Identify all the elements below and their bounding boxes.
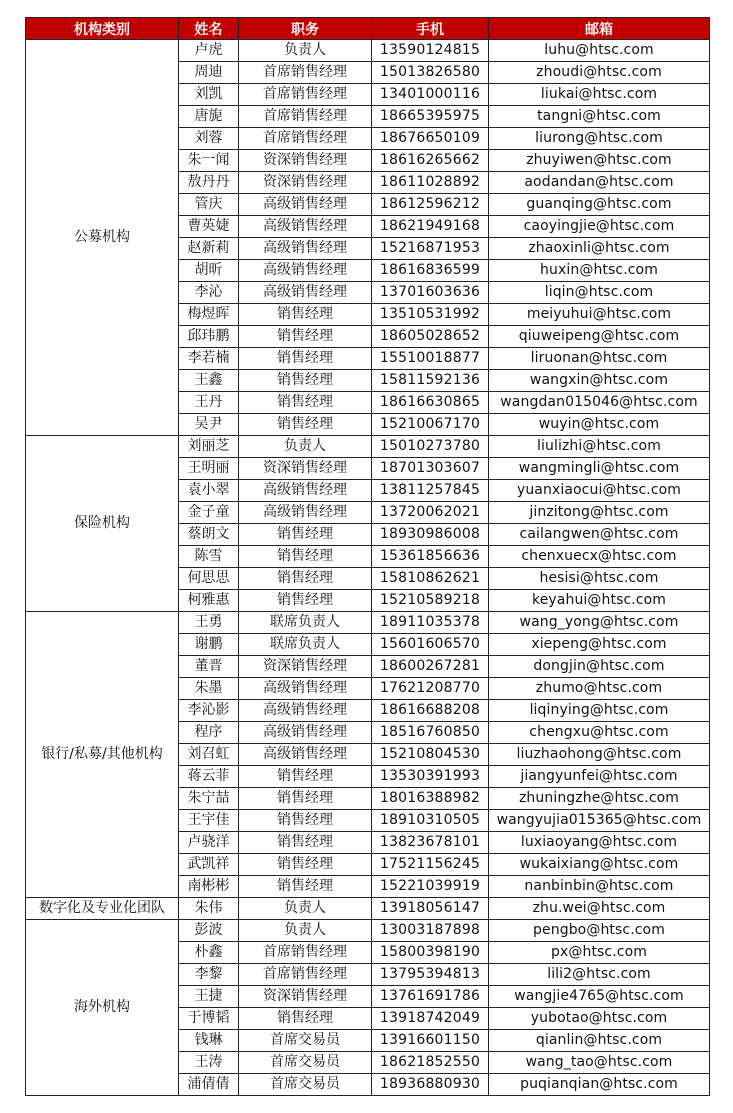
phone-cell: 18616265662 [372, 150, 489, 172]
title-cell: 负责人 [239, 898, 372, 920]
email-cell: pengbo@htsc.com [489, 920, 710, 942]
title-cell: 销售经理 [239, 546, 372, 568]
title-cell: 销售经理 [239, 766, 372, 788]
title-cell: 高级销售经理 [239, 678, 372, 700]
email-cell: zhuyiwen@htsc.com [489, 150, 710, 172]
phone-cell: 18016388982 [372, 788, 489, 810]
name-cell: 胡昕 [179, 260, 239, 282]
phone-cell: 13795394813 [372, 964, 489, 986]
table-row [26, 612, 710, 634]
title-cell: 高级销售经理 [239, 216, 372, 238]
table-row [26, 40, 710, 62]
phone-cell: 13720062021 [372, 502, 489, 524]
name-cell: 吴尹 [179, 414, 239, 436]
header-name: 姓名 [179, 18, 239, 40]
category-cell: 数字化及专业化团队 [26, 898, 179, 920]
name-cell: 朱伟 [179, 898, 239, 920]
email-cell: puqianqian@htsc.com [489, 1074, 710, 1096]
name-cell: 卢虎 [179, 40, 239, 62]
phone-cell: 15210804530 [372, 744, 489, 766]
name-cell: 刘凯 [179, 84, 239, 106]
email-cell: jinzitong@htsc.com [489, 502, 710, 524]
phone-cell: 15361856636 [372, 546, 489, 568]
name-cell: 王勇 [179, 612, 239, 634]
name-cell: 卢骁洋 [179, 832, 239, 854]
email-cell: dongjin@htsc.com [489, 656, 710, 678]
title-cell: 联席负责人 [239, 634, 372, 656]
name-cell: 刘召虹 [179, 744, 239, 766]
title-cell: 销售经理 [239, 568, 372, 590]
email-cell: wangjie4765@htsc.com [489, 986, 710, 1008]
email-cell: huxin@htsc.com [489, 260, 710, 282]
name-cell: 陈雪 [179, 546, 239, 568]
title-cell: 首席交易员 [239, 1074, 372, 1096]
title-cell: 负责人 [239, 436, 372, 458]
header-phone: 手机 [372, 18, 489, 40]
title-cell: 首席销售经理 [239, 942, 372, 964]
email-cell: qiuweipeng@htsc.com [489, 326, 710, 348]
phone-cell: 13590124815 [372, 40, 489, 62]
name-cell: 王宇佳 [179, 810, 239, 832]
phone-cell: 18910310505 [372, 810, 489, 832]
phone-cell: 13916601150 [372, 1030, 489, 1052]
email-cell: yuanxiaocui@htsc.com [489, 480, 710, 502]
category-cell: 保险机构 [26, 436, 179, 612]
email-cell: xiepeng@htsc.com [489, 634, 710, 656]
table-row [26, 898, 710, 920]
name-cell: 蔡朗文 [179, 524, 239, 546]
name-cell: 赵新莉 [179, 238, 239, 260]
name-cell: 钱琳 [179, 1030, 239, 1052]
email-cell: wangmingli@htsc.com [489, 458, 710, 480]
name-cell: 董晋 [179, 656, 239, 678]
table-header-row [26, 18, 710, 40]
name-cell: 周迪 [179, 62, 239, 84]
header-category: 机构类别 [26, 18, 179, 40]
table-row [26, 436, 710, 458]
phone-cell: 13510531992 [372, 304, 489, 326]
email-cell: zhu.wei@htsc.com [489, 898, 710, 920]
name-cell: 朱墨 [179, 678, 239, 700]
title-cell: 销售经理 [239, 832, 372, 854]
title-cell: 负责人 [239, 920, 372, 942]
name-cell: 李沁 [179, 282, 239, 304]
title-cell: 销售经理 [239, 590, 372, 612]
phone-cell: 17521156245 [372, 854, 489, 876]
name-cell: 谢鹏 [179, 634, 239, 656]
title-cell: 资深销售经理 [239, 986, 372, 1008]
phone-cell: 13918056147 [372, 898, 489, 920]
email-cell: tangni@htsc.com [489, 106, 710, 128]
phone-cell: 18621852550 [372, 1052, 489, 1074]
email-cell: yubotao@htsc.com [489, 1008, 710, 1030]
phone-cell: 18930986008 [372, 524, 489, 546]
name-cell: 浦倩倩 [179, 1074, 239, 1096]
name-cell: 刘蓉 [179, 128, 239, 150]
phone-cell: 13003187898 [372, 920, 489, 942]
title-cell: 高级销售经理 [239, 260, 372, 282]
email-cell: caoyingjie@htsc.com [489, 216, 710, 238]
title-cell: 销售经理 [239, 392, 372, 414]
name-cell: 唐旎 [179, 106, 239, 128]
title-cell: 销售经理 [239, 348, 372, 370]
phone-cell: 13761691786 [372, 986, 489, 1008]
email-cell: liqin@htsc.com [489, 282, 710, 304]
title-cell: 销售经理 [239, 854, 372, 876]
phone-cell: 15800398190 [372, 942, 489, 964]
title-cell: 首席交易员 [239, 1052, 372, 1074]
name-cell: 袁小翠 [179, 480, 239, 502]
email-cell: aodandan@htsc.com [489, 172, 710, 194]
title-cell: 高级销售经理 [239, 194, 372, 216]
phone-cell: 18701303607 [372, 458, 489, 480]
email-cell: guanqing@htsc.com [489, 194, 710, 216]
title-cell: 首席交易员 [239, 1030, 372, 1052]
email-cell: chenxuecx@htsc.com [489, 546, 710, 568]
name-cell: 王明丽 [179, 458, 239, 480]
name-cell: 朱宁喆 [179, 788, 239, 810]
title-cell: 销售经理 [239, 810, 372, 832]
contact-table-container [25, 17, 710, 1096]
name-cell: 南彬彬 [179, 876, 239, 898]
email-cell: zhoudi@htsc.com [489, 62, 710, 84]
email-cell: keyahui@htsc.com [489, 590, 710, 612]
category-cell: 海外机构 [26, 920, 179, 1096]
name-cell: 王涛 [179, 1052, 239, 1074]
name-cell: 朴鑫 [179, 942, 239, 964]
phone-cell: 18611028892 [372, 172, 489, 194]
email-cell: wang_tao@htsc.com [489, 1052, 710, 1074]
phone-cell: 18911035378 [372, 612, 489, 634]
title-cell: 高级销售经理 [239, 480, 372, 502]
title-cell: 高级销售经理 [239, 282, 372, 304]
title-cell: 高级销售经理 [239, 722, 372, 744]
phone-cell: 18621949168 [372, 216, 489, 238]
name-cell: 何思思 [179, 568, 239, 590]
title-cell: 销售经理 [239, 414, 372, 436]
title-cell: 首席销售经理 [239, 128, 372, 150]
name-cell: 敖丹丹 [179, 172, 239, 194]
phone-cell: 18605028652 [372, 326, 489, 348]
email-cell: wangyujia015365@htsc.com [489, 810, 710, 832]
name-cell: 李若楠 [179, 348, 239, 370]
phone-cell: 13530391993 [372, 766, 489, 788]
email-cell: liruonan@htsc.com [489, 348, 710, 370]
name-cell: 金子童 [179, 502, 239, 524]
title-cell: 资深销售经理 [239, 458, 372, 480]
email-cell: lili2@htsc.com [489, 964, 710, 986]
header-title: 职务 [239, 18, 372, 40]
name-cell: 蒋云菲 [179, 766, 239, 788]
title-cell: 资深销售经理 [239, 150, 372, 172]
category-cell: 公募机构 [26, 40, 179, 436]
name-cell: 李沁影 [179, 700, 239, 722]
phone-cell: 18665395975 [372, 106, 489, 128]
email-cell: wuyin@htsc.com [489, 414, 710, 436]
email-cell: hesisi@htsc.com [489, 568, 710, 590]
name-cell: 王捷 [179, 986, 239, 1008]
title-cell: 销售经理 [239, 326, 372, 348]
phone-cell: 13811257845 [372, 480, 489, 502]
email-cell: zhumo@htsc.com [489, 678, 710, 700]
email-cell: liuzhaohong@htsc.com [489, 744, 710, 766]
name-cell: 梅煜晖 [179, 304, 239, 326]
phone-cell: 18616688208 [372, 700, 489, 722]
header-email: 邮箱 [489, 18, 710, 40]
email-cell: nanbinbin@htsc.com [489, 876, 710, 898]
email-cell: meiyuhui@htsc.com [489, 304, 710, 326]
phone-cell: 15210067170 [372, 414, 489, 436]
title-cell: 首席销售经理 [239, 62, 372, 84]
email-cell: liukai@htsc.com [489, 84, 710, 106]
title-cell: 资深销售经理 [239, 172, 372, 194]
email-cell: jiangyunfei@htsc.com [489, 766, 710, 788]
name-cell: 王丹 [179, 392, 239, 414]
name-cell: 柯雅惠 [179, 590, 239, 612]
email-cell: wang_yong@htsc.com [489, 612, 710, 634]
name-cell: 李黎 [179, 964, 239, 986]
name-cell: 彭波 [179, 920, 239, 942]
phone-cell: 13918742049 [372, 1008, 489, 1030]
title-cell: 首席销售经理 [239, 964, 372, 986]
phone-cell: 18616836599 [372, 260, 489, 282]
title-cell: 销售经理 [239, 524, 372, 546]
email-cell: liulizhi@htsc.com [489, 436, 710, 458]
title-cell: 高级销售经理 [239, 502, 372, 524]
email-cell: chengxu@htsc.com [489, 722, 710, 744]
title-cell: 联席负责人 [239, 612, 372, 634]
email-cell: wangdan015046@htsc.com [489, 392, 710, 414]
email-cell: liqinying@htsc.com [489, 700, 710, 722]
name-cell: 邱玮鹏 [179, 326, 239, 348]
phone-cell: 18616630865 [372, 392, 489, 414]
category-cell: 银行/私募/其他机构 [26, 612, 179, 898]
title-cell: 销售经理 [239, 304, 372, 326]
table-row [26, 920, 710, 942]
email-cell: px@htsc.com [489, 942, 710, 964]
phone-cell: 18676650109 [372, 128, 489, 150]
phone-cell: 15810862621 [372, 568, 489, 590]
phone-cell: 17621208770 [372, 678, 489, 700]
contact-table [25, 17, 710, 1096]
phone-cell: 15601606570 [372, 634, 489, 656]
name-cell: 朱一闻 [179, 150, 239, 172]
name-cell: 刘丽芝 [179, 436, 239, 458]
title-cell: 高级销售经理 [239, 744, 372, 766]
phone-cell: 15013826580 [372, 62, 489, 84]
title-cell: 销售经理 [239, 788, 372, 810]
title-cell: 销售经理 [239, 1008, 372, 1030]
email-cell: wukaixiang@htsc.com [489, 854, 710, 876]
phone-cell: 15510018877 [372, 348, 489, 370]
email-cell: zhuningzhe@htsc.com [489, 788, 710, 810]
phone-cell: 13823678101 [372, 832, 489, 854]
table-body [26, 40, 710, 1096]
email-cell: luhu@htsc.com [489, 40, 710, 62]
phone-cell: 18936880930 [372, 1074, 489, 1096]
title-cell: 资深销售经理 [239, 656, 372, 678]
phone-cell: 15210589218 [372, 590, 489, 612]
email-cell: luxiaoyang@htsc.com [489, 832, 710, 854]
title-cell: 高级销售经理 [239, 700, 372, 722]
phone-cell: 18516760850 [372, 722, 489, 744]
name-cell: 管庆 [179, 194, 239, 216]
title-cell: 销售经理 [239, 876, 372, 898]
name-cell: 曹英婕 [179, 216, 239, 238]
phone-cell: 15010273780 [372, 436, 489, 458]
name-cell: 于博韬 [179, 1008, 239, 1030]
phone-cell: 18612596212 [372, 194, 489, 216]
name-cell: 程序 [179, 722, 239, 744]
phone-cell: 15221039919 [372, 876, 489, 898]
phone-cell: 18600267281 [372, 656, 489, 678]
email-cell: zhaoxinli@htsc.com [489, 238, 710, 260]
title-cell: 高级销售经理 [239, 238, 372, 260]
email-cell: wangxin@htsc.com [489, 370, 710, 392]
title-cell: 负责人 [239, 40, 372, 62]
phone-cell: 13401000116 [372, 84, 489, 106]
email-cell: qianlin@htsc.com [489, 1030, 710, 1052]
phone-cell: 15811592136 [372, 370, 489, 392]
email-cell: cailangwen@htsc.com [489, 524, 710, 546]
title-cell: 首席销售经理 [239, 106, 372, 128]
name-cell: 王鑫 [179, 370, 239, 392]
title-cell: 首席销售经理 [239, 84, 372, 106]
title-cell: 销售经理 [239, 370, 372, 392]
phone-cell: 15216871953 [372, 238, 489, 260]
email-cell: liurong@htsc.com [489, 128, 710, 150]
name-cell: 武凯祥 [179, 854, 239, 876]
phone-cell: 13701603636 [372, 282, 489, 304]
